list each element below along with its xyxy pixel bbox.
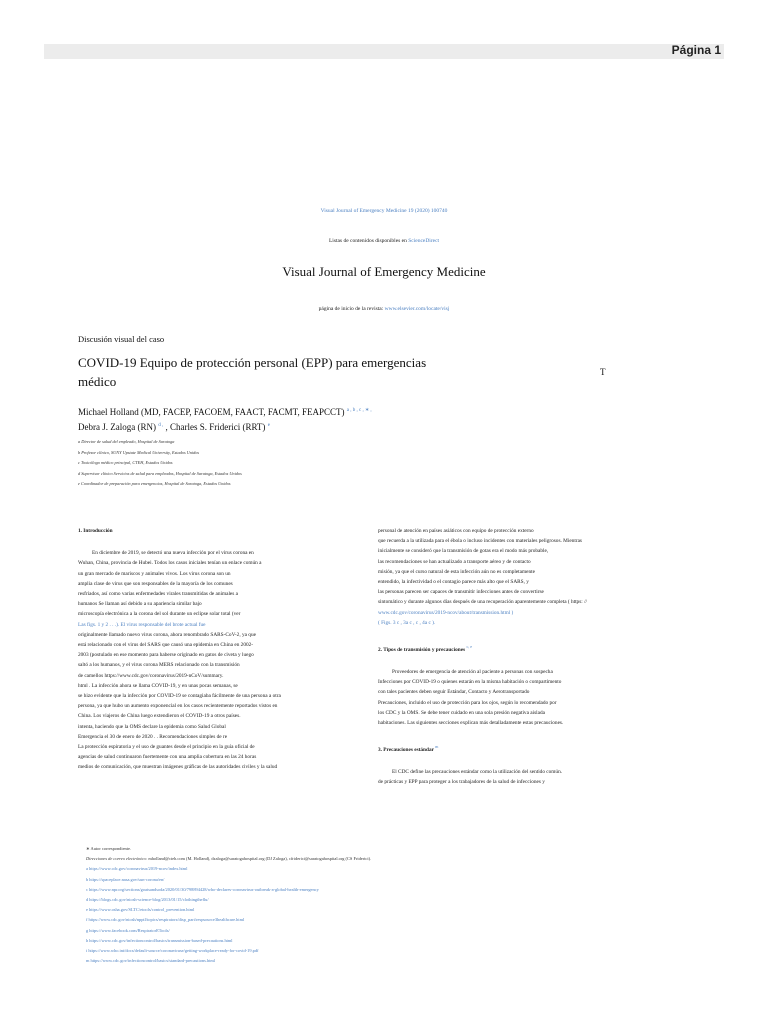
author-friderici: , Charles S. Friderici (RRT)	[165, 422, 266, 432]
affiliations	[78, 437, 378, 490]
body-line: de prácticas y EPP para proteger a los trabajadores de la salud de infecciones y	[378, 779, 545, 786]
body-line: se hizo evidente que la infección por COVID-19 se contagiaba fácilmente de una persona a otra	[78, 693, 281, 700]
body-line: habitaciones. Las siguientes secciones explican más detalladamente estas precauciones.	[378, 720, 564, 727]
body-line: Precauciones, incluido el uso de protección para los ojos, según lo recomendado por	[378, 699, 557, 706]
body-line: amplia clase de virus que son responsables de la mayoría de los comunes	[78, 580, 233, 587]
author-holland-affil-links[interactable]: a , b , c , ∗ ,	[346, 408, 372, 413]
author-list	[78, 404, 478, 434]
body-line: sintomático y durante algunos días después de una recuperación aparentemente completa ( https: //	[378, 599, 588, 606]
body-line: El CDC define las precauciones estándar como la utilización del sentido común.	[392, 769, 563, 776]
body-line: entendido, la infectividad o el contagio parece más alto que el SARS, y	[378, 579, 529, 586]
journal-reference[interactable]: Visual Journal of Emergency Medicine 19 (2020) 100740	[320, 208, 448, 214]
heading-footnote-link[interactable]: c, e	[466, 644, 473, 650]
figure-reference-link[interactable]: Las figs. 1 y 2 . . .). El virus responsable del brote actual fue	[78, 621, 206, 628]
affiliation-c: c Toxicólogo médico principal, CTEH, Estados Unidos	[78, 460, 173, 465]
footnote-url[interactable]: d https://blogs.cdc.gov/niosh-science-blog/2013/01/15/clothingtheflu/	[86, 897, 209, 903]
body-line: html . La infección ahora se llama COVID-19, y en unas pocas semanas, se	[78, 682, 238, 689]
author-holland: Michael Holland (MD, FACEP, FACOEM, FAACT, FACMT, FEAPCCT)	[78, 407, 345, 417]
body-line: originalmente llamado nuevo virus corona, ahora renombrado SARS-CoV-2, ya que	[78, 631, 256, 638]
author-zaloga: Debra J. Zaloga (RN)	[78, 422, 156, 432]
body-line: un gran mercado de mariscos y animales vivos. Los virus corona son un	[78, 570, 231, 577]
body-line: persona, ya que hubo un aumento exponencial en los casos recientemente reportados vistos en	[78, 703, 278, 710]
body-line: de camellos https://www.cdc.gov/coronavirus/2019-nCoV/summary.	[78, 672, 224, 679]
section-heading-transmission: 2. Tipos de transmisión y precauciones $^{c, e}$	[378, 644, 473, 653]
cdc-transmission-link[interactable]: www.cdc.gov/coronavirus/2019-ncov/about/transmission.html )	[378, 609, 514, 616]
page-indicator-bar	[44, 44, 724, 59]
body-line: Proveedores de emergencia de atención al paciente a personas con sospecha	[392, 669, 553, 675]
section-heading-standard-precautions: 3. Precauciones estándar $^m$	[378, 744, 439, 753]
footnote-url[interactable]: a https://www.cdc.gov/coronavirus/2019-ncov/index.html	[86, 866, 188, 872]
footnote-url[interactable]: e https://www.osha.gov/SLTC/etools/control_prevention.html	[86, 907, 195, 913]
contents-prefix: Listas de contenidos disponibles en	[328, 238, 407, 244]
body-line: las recomendaciones se han actualizado a transporte aéreo y de contacto	[378, 558, 531, 565]
body-line: Emergencia el 30 de enero de 2020 . . Recomendaciones simples de re	[78, 733, 228, 740]
body-column-left	[78, 526, 340, 773]
author-zaloga-affil-links[interactable]: d ,	[158, 423, 164, 428]
body-line: las personas parecen ser capaces de transmitir infecciones antes de convertirse	[378, 589, 544, 596]
body-line: humanos Se llaman así debido a su apariencia similar bajo	[78, 601, 202, 608]
body-line: con tales pacientes deben seguir Estándar, Contacto y Aerotransportado	[378, 689, 530, 696]
body-line: personal de atención en países asiáticos con equipo de protección externo	[378, 528, 534, 534]
footnote-url[interactable]: c https://www.npr.org/sections/goatsandsoda/2020/01/30/798894428/who-declares-coronavirus-outbreak-a-global-health-emergency	[86, 886, 319, 892]
article-title	[78, 353, 478, 391]
affiliation-e: e Coordinador de preparación para emergencias, Hospital de Saratoga, Estados Unidos	[78, 481, 231, 486]
affiliation-d: d Supervisor clínico Servicios de salud para empleados, Hospital de Saratoga, Estados Unidos	[78, 470, 242, 476]
body-line: China. Los viajeros de China luego extendieron el COVID-19 a otros países.	[78, 713, 241, 720]
body-column-right	[378, 526, 646, 788]
footnote-url[interactable]: m https://www.cdc.gov/infectioncontrol/basics/standard-precautions.html	[86, 958, 215, 964]
email-addresses	[86, 854, 526, 864]
email-list[interactable]: mholland@cteh.com (M. Holland), dzaloga@saratogahospital.org (DJ Zaloga), cfriderici@saratogahospital.org (CS Friderici).	[148, 856, 372, 862]
body-line: resfriados, así como varias enfermedades virales transmitidas de animales a	[78, 591, 239, 598]
email-label: Direcciones de correo electrónico:	[86, 856, 148, 862]
heading-footnote-link[interactable]: m	[435, 744, 439, 750]
page-label: Página 1	[671, 43, 721, 57]
body-line: los CDC y la OMS. Se debe tener cuidado en una sola presión negativa aislada	[378, 709, 545, 716]
body-line: agencias de salud continuaron fuertemente con una amplia cobertura en las 24 horas	[78, 754, 257, 761]
body-line: microscopía electrónica a la corona del sol durante un eclipse solar total (ver	[78, 611, 241, 618]
corresponding-author-note: ∗ Autor correspondiente.	[86, 846, 132, 851]
body-line: intenta, haciendo que la OMS declare la epidemia como Salud Global	[78, 723, 226, 730]
body-line: Infecciones por COVID-19 o quienes estarán en la misma habitación o compartimento	[378, 679, 562, 686]
body-line: está relacionado con el virus del SARS que causó una epidemia en China en 2002-	[78, 642, 254, 649]
footnote-url[interactable]: i https://www.who.int/docs/default-source/coronaviruse/getting-workplace-ready-for-covid-19.pdf	[86, 948, 259, 954]
footnote-url[interactable]: g https://www.facebook.com/RespiratorETools/	[86, 927, 170, 933]
article-title-line-2: médico	[78, 374, 117, 389]
affiliation-b: b Profesor clínico, SUNY Upstate Medical University, Estados Unidos	[78, 449, 200, 455]
journal-homepage-line	[0, 306, 768, 313]
homepage-link[interactable]: www.elsevier.com/locate/visj	[384, 306, 450, 312]
author-friderici-affil-links[interactable]: e	[267, 423, 270, 428]
footnote-url[interactable]: b https://spaceplace.nasa.gov/sun-corona/en/	[86, 876, 165, 882]
affiliation-a: a Director de salud del empleado, Hospital de Saratoga	[78, 439, 175, 444]
article-title-line-1: COVID-19 Equipo de protección personal (EPP) para emergencias	[78, 355, 427, 370]
crossmark-icon[interactable]: T	[600, 367, 606, 377]
body-line: que recuerda a la utilizada para el ébola o incluso incidentes con materiales peligrosos. Mientras	[378, 538, 582, 545]
homepage-prefix: página de inicio de la revista:	[318, 306, 384, 312]
footnotes	[86, 844, 526, 966]
article-section-label: Discusión visual del caso	[78, 334, 165, 344]
figure-reference-link[interactable]: ( Figs. 3 c , 3a c , c , 4a c ).	[378, 619, 436, 626]
body-line: La protección espiratoria y el uso de guantes desde el principio en la guía oficial de	[78, 744, 255, 751]
body-line: medios de comunicación, que muestran imágenes gráficas de las autoridades civiles y la salud	[78, 764, 278, 771]
footnote-url[interactable]: f https://www.cdc.gov/niosh/npptl/topics/respirators/disp_part/respsource3healthcare.html	[86, 917, 245, 923]
section-heading-introduction: 1. Introducción	[78, 528, 113, 534]
body-line: misión, ya que el curso natural de esta infección aún no es completamente	[378, 568, 535, 575]
body-line: Wuhan, China, provincia de Hubei. Todos los casos iniciales tenían un enlace común a	[78, 560, 262, 567]
contents-line	[0, 238, 768, 245]
footnote-url[interactable]: h https://www.cdc.gov/infectioncontrol/basics/transmission-based-precautions.html	[86, 937, 233, 943]
body-line: saltó a los humanos, y el virus corona MERS relacionado con la transmisión	[78, 662, 240, 669]
body-line: 2003 (postulado en ese momento para haberse originado en gatos de civeta y luego	[78, 652, 254, 659]
body-line: inicialmente se consideró que la transmisión de gotas era el modo más probable,	[378, 548, 549, 555]
sciencedirect-link[interactable]: ScienceDirect	[408, 238, 440, 244]
body-line: En diciembre de 2019, se detectó una nueva infección por el virus corona en	[92, 550, 254, 557]
journal-title: Visual Journal of Emergency Medicine	[282, 264, 486, 279]
